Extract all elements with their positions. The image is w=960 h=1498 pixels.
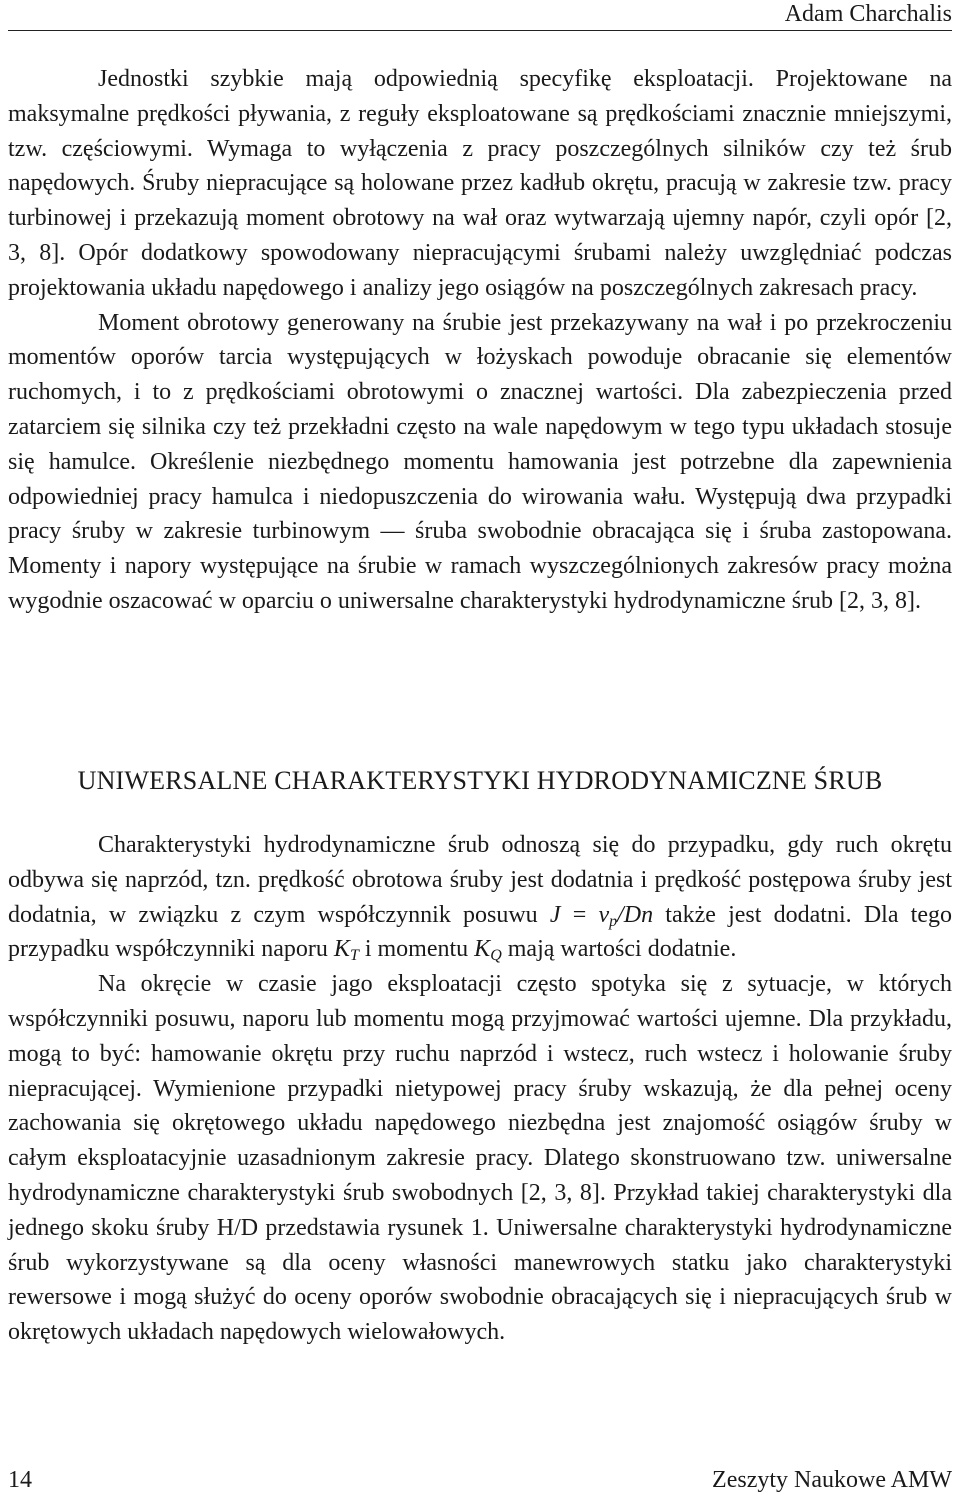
symbol-K: K <box>474 936 491 963</box>
page-number: 14 <box>8 1467 32 1493</box>
paragraph-characteristics-definition <box>8 828 952 967</box>
symbol-J: J <box>549 901 561 928</box>
paragraph-torque-brakes: Moment obrotowy generowany na śrubie jest przekazywany na wał i po przekroczeniu momentów oporów tarcia występujących w łożyskach powoduje obracanie się elementów ruchomych, i to z prędkościami obrotowymi o znacznej wartości. Dla zabezpieczenia przed zatarciem się silnika czy też przekładni często na wale napędowym w tego typu układach stosuje się hamulce. Określenie niezbędnego momentu hamowania jest potrzebne dla zapewnienia odpowiedniej pracy hamulca i niedopuszczenia do wirowania wału. Występują dwa przypadki pracy śruby w zakresie turbinowym — śruba swobodnie obracająca się i śruba zastopowana. Momenty i napory występujące na śrubie w ramach wyszczególnionych zakresów pracy można wygodnie oszacować w oparciu o uniwersalne charakterystyki hydrodynamiczne śrub [2, 3, 8]. <box>8 309 952 614</box>
subscript-Q: Q <box>490 947 502 965</box>
intro-text-block <box>8 62 952 619</box>
footer-journal-name: Zeszyty Naukowe AMW <box>712 1467 952 1493</box>
subscript-T: T <box>349 947 359 965</box>
subscript-p: p <box>609 912 618 930</box>
paragraph-high-speed-units: Jednostki szybkie mają odpowiednią specyfikę eksploatacji. Projektowane na maksymalne prędkości pływania, z reguły eksploatowane są prędkościami znacznie mniejszymi, tzw. częściowymi. Wymaga to wyłączenia z pracy poszczególnych silników czy też śrub napędowych. Śruby niepracujące są holowane przez kadłub okrętu, pracują w zakresie tzw. pracy turbinowej i przekazują moment obrotowy na wał oraz wytwarzają ujemny napór, czyli opór [2, 3, 8]. Opór dodatkowy spowodowany niepracującymi śrubami należy uwzględniać podczas projektowania układu napędowego i analizy jego osiągów na poszczególnych zakresach pracy. <box>8 66 952 301</box>
header-rule <box>8 30 952 31</box>
symbol-Dn: /Dn <box>617 901 654 928</box>
section-text-block <box>8 828 952 1350</box>
running-header-author: Adam Charchalis <box>784 1 952 27</box>
text-segment: i momentu <box>358 936 475 963</box>
text-segment: także jest dodatni. Dla tego przypadku współczynniki naporu <box>8 901 952 963</box>
symbol-K-Q <box>474 936 502 965</box>
text-segment: mają wartości dodatnie. <box>501 936 737 963</box>
symbol-v: v <box>598 901 610 928</box>
section-heading: UNIWERSALNE CHARAKTERYSTYKI HYDRODYNAMICZNE ŚRUB <box>77 766 883 795</box>
paragraph-universal-characteristics: Na okręcie w czasie jago eksploatacji często spotyka się z sytuacje, w których współczynniki posuwu, naporu lub momentu mogą przyjmować wartości ujemne. Dla przykładu, mogą to być: hamowanie okrętu przy ruchu naprzód i wstecz, ruch wstecz i holowanie śruby niepracującej. Wymienione przypadki nietypowej pracy śruby wskazują, że dla pełnej oceny zachowania się okrętowego układu napędowego niezbędna jest znajomość osiągów śruby w całym eksploatacyjnie uzasadnionym zakresie pracy. Dlatego skonstruowano tzw. uniwersalne hydrodynamiczne charakterystyki śrub swobodnych [2, 3, 8]. Przykład takiej charakterystyki dla jednego skoku śruby H/D przedstawia rysunek 1. Uniwersalne charakterystyki hydrodynamiczne śrub wykorzystywane są dla oceny własności manewrowych statku jako charakterystyki rewersowe i mogą służyć do oceny oporów swobodnie obracających się i niepracujących śrub w okrętowych układach napędowych wielowałowych. <box>8 971 952 1346</box>
symbol-K-T <box>333 936 359 965</box>
text-segment: Charakterystyki hydrodynamiczne śrub odnoszą się do przypadku, gdy ruch okrętu odbywa się naprzód, tzn. prędkość obrotowa śruby jest dodatnia i prędkość postępowa śruby jest dodatnia, w związku z czym współczynnik posuwu <box>8 832 952 928</box>
symbol-v-p <box>598 902 653 928</box>
text-segment: = <box>560 901 599 928</box>
symbol-K: K <box>333 936 350 963</box>
